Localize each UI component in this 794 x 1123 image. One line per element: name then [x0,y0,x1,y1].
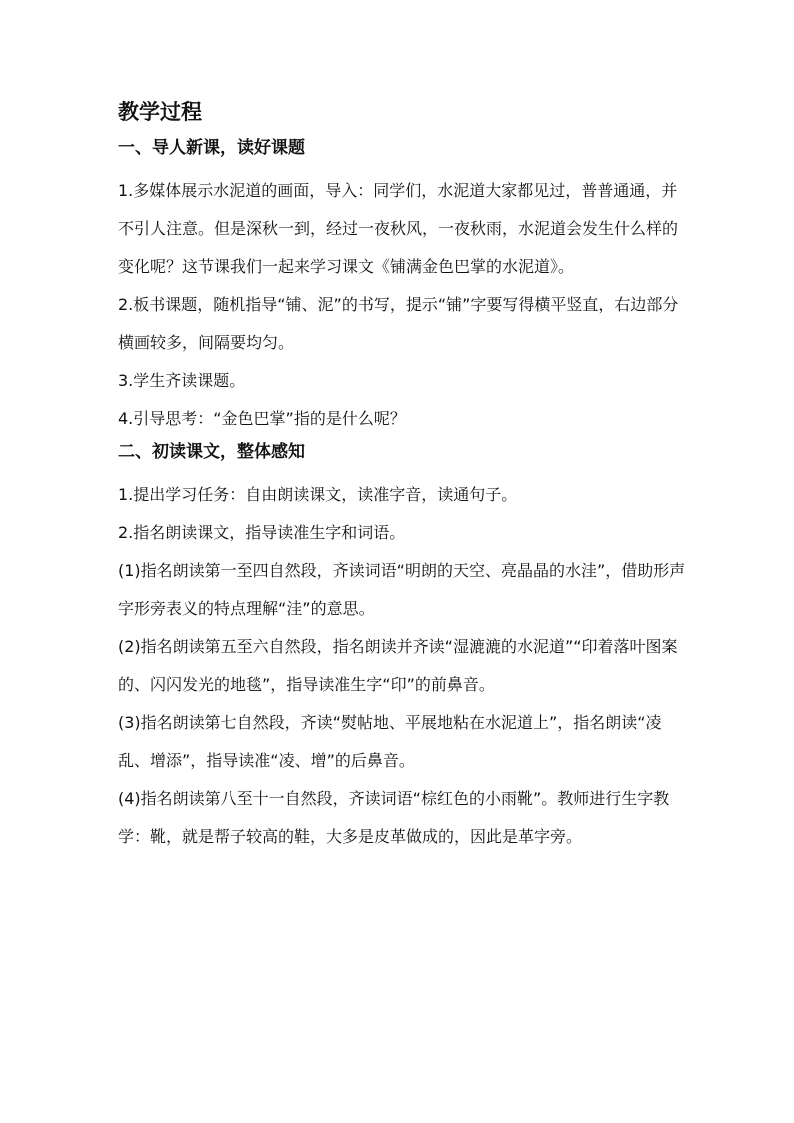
paragraph: 3.学生齐读课题。 [118,371,246,390]
section-heading-1: 一、导人新课，读好课题 [118,138,305,158]
page-title: 教学过程 [118,100,202,124]
paragraph: 4.引导思考：“金色巴掌”指的是什么呢？ [118,409,406,428]
paragraph: (1)指名朗读第一至四自然段，齐读词语“明朗的天空、亮晶晶的水洼”，借助形声字形旁表义的特点理解“洼”的意思。 [118,561,686,618]
section-heading-2: 二、初读课文，整体感知 [118,442,305,462]
paragraph: 1.多媒体展示水泥道的画面，导入：同学们，水泥道大家都见过，普普通通，并不引人注意。但是深秋一到，经过一夜秋风，一夜秋雨，水泥道会发生什么样的变化呢？这节课我们一起来学习课文《铺满金色巴掌的水泥道》。 [118,181,679,276]
paragraph: 1.提出学习任务：自由朗读课文，读准字音，读通句子。 [118,485,518,504]
paragraph: (2)指名朗读第五至六自然段，指名朗读并齐读“湿漉漉的水泥道”“印着落叶图案的、闪闪发光的地毯”，指导读准生字“印”的前鼻音。 [118,637,678,694]
paragraph: 2.板书课题，随机指导“铺、泥”的书写，提示“铺”字要写得横平竖直，右边部分横画较多，间隔要均匀。 [118,295,679,352]
paragraph: 2.指名朗读课文，指导读准生字和词语。 [118,523,406,542]
document-body [118,98,688,856]
paragraph: (3)指名朗读第七自然段，齐读“熨帖地、平展地粘在水泥道上”，指名朗读“凌乱、增添”，指导读准“凌、增”的后鼻音。 [118,713,662,770]
paragraph: (4)指名朗读第八至十一自然段，齐读词语“棕红色的小雨靴”。教师进行生字教学：靴，就是帮子较高的鞋，大多是皮革做成的，因此是革字旁。 [118,789,670,846]
